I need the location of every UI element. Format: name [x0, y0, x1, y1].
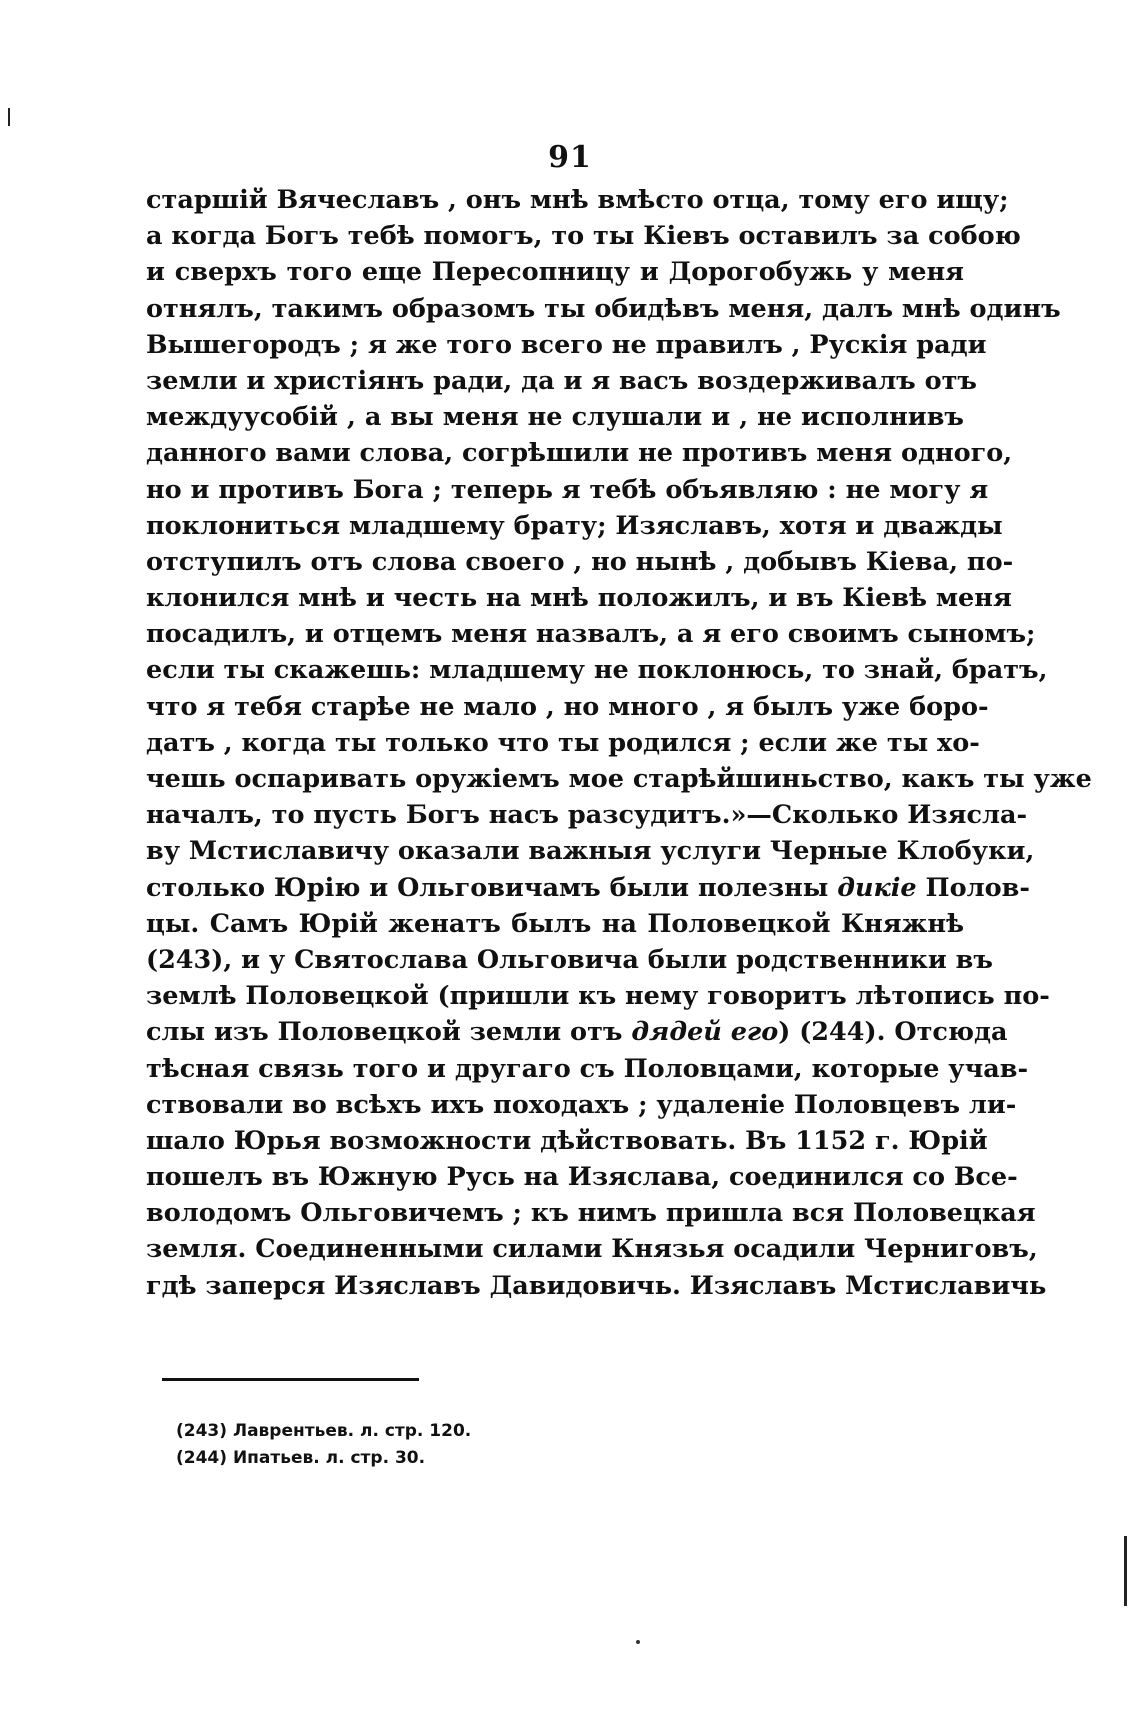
text-segment: данного вами слова, согрѣшили не противъ меня одного, — [146, 438, 1013, 469]
text-line — [146, 508, 1003, 544]
text-segment: началъ, то пусть Богъ насъ разсудитъ.»—Сколько Изясла- — [146, 800, 1028, 831]
text-segment: цы. Самъ Юрій женатъ былъ на Половецкой Княжнѣ — [146, 908, 964, 939]
text-line — [146, 725, 980, 761]
text-line — [146, 689, 989, 725]
text-line — [146, 1014, 1008, 1050]
text-segment: отнялъ, такимъ образомъ ты обидѣвъ меня, далъ мнѣ одинъ — [146, 293, 1061, 324]
ink-dot — [636, 1640, 640, 1644]
text-line — [146, 942, 993, 978]
text-line — [146, 652, 1048, 688]
text-segment: земли и христіянъ ради, да и я васъ воздерживалъ отъ — [146, 365, 977, 396]
text-segment: посадилъ, и отцемъ меня назвалъ, а я его своимъ сыномъ; — [146, 619, 1036, 650]
text-segment: (243), и у Святослава Ольговича были родственники въ — [146, 944, 993, 975]
text-segment: датъ , когда ты только что ты родился ; если же ты хо- — [146, 727, 980, 758]
text-line — [146, 254, 964, 290]
text-line — [146, 1087, 1017, 1123]
text-line — [146, 1123, 988, 1159]
text-line — [146, 1231, 1038, 1267]
margin-mark — [8, 108, 10, 126]
text-line — [146, 291, 1061, 327]
text-line — [146, 761, 1092, 797]
text-line — [146, 218, 1021, 254]
text-segment: отступилъ отъ слова своего , но нынѣ , добывъ Кіева, по- — [146, 546, 1014, 577]
footnote: (243) Лаврентьев. л. стр. 120. — [176, 1421, 472, 1441]
footnote: (244) Ипатьев. л. стр. 30. — [176, 1448, 426, 1468]
body-text — [146, 182, 1092, 1304]
footnotes — [176, 1418, 471, 1472]
text-segment: Вышегородъ ; я же того всего не правилъ , Рускія ради — [146, 329, 987, 360]
text-line — [146, 1051, 1029, 1087]
text-segment: клонился мнѣ и честь на мнѣ положилъ, и въ Кіевѣ меня — [146, 583, 1012, 614]
text-segment: ) (244). Отсюда — [778, 1017, 1008, 1048]
text-line — [146, 435, 1013, 471]
text-segment: что я тебя старѣе не мало , но много , я былъ уже боро- — [146, 691, 989, 722]
italic-text: дикіе — [837, 872, 917, 903]
text-segment: поклониться младшему брату; Изяславъ, хотя и дважды — [146, 510, 1003, 541]
text-segment: ву Мстиславичу оказали важныя услуги Черные Клобуки, — [146, 836, 1035, 867]
page-number: 91 — [548, 140, 592, 175]
text-segment: слы изъ Половецкой земли отъ — [146, 1017, 632, 1048]
text-line — [146, 327, 987, 363]
text-segment: и сверхъ того еще Пересопницу и Дорогобужь у меня — [146, 257, 964, 288]
text-line — [146, 797, 1028, 833]
text-line — [146, 1159, 1018, 1195]
text-line — [146, 544, 1014, 580]
text-line — [146, 399, 964, 435]
text-segment: междуусобій , а вы меня не слушали и , не исполнивъ — [146, 402, 964, 433]
text-segment: столько Юрію и Ольговичамъ были полезны — [146, 872, 838, 903]
text-line — [146, 616, 1036, 652]
text-segment: ствовали во всѣхъ ихъ походахъ ; удаленіе Половцевъ ли- — [146, 1089, 1017, 1120]
text-line — [146, 182, 1009, 218]
text-line — [146, 1268, 1047, 1304]
text-segment: землѣ Половецкой (пришли къ нему говоритъ лѣтопись по- — [146, 981, 1050, 1012]
text-line — [146, 906, 964, 942]
text-segment: володомъ Ольговичемъ ; къ нимъ пришла вся Половецкая — [146, 1198, 1036, 1229]
text-segment: гдѣ заперся Изяславъ Давидовичь. Изяславъ Мстиславичь — [146, 1270, 1047, 1301]
italic-text: дядей его — [631, 1017, 779, 1048]
text-segment: земля. Соединенными силами Князья осадили Черниговъ, — [146, 1234, 1038, 1265]
text-line — [146, 363, 977, 399]
text-segment: а когда Богъ тебѣ помогъ, то ты Кіевъ оставилъ за собою — [146, 221, 1021, 252]
text-segment: чешь оспаривать оружіемъ мое старѣйшиньство, какъ ты уже — [146, 764, 1092, 794]
text-line — [146, 1195, 1036, 1231]
text-segment: шало Юрья возможности дѣйствовать. Въ 1152 г. Юрій — [146, 1125, 988, 1156]
text-segment: старшій Вячеславъ , онъ мнѣ вмѣсто отца, тому его ищу; — [146, 185, 1009, 215]
edge-mark — [1124, 1536, 1127, 1606]
text-segment: пошелъ въ Южную Русь на Изяслава, соединился со Все- — [146, 1162, 1018, 1193]
text-line — [146, 580, 1012, 616]
text-segment: если ты скажешь: младшему не поклонюсь, то знай, братъ, — [146, 655, 1048, 686]
footnote-divider — [162, 1378, 419, 1381]
text-segment: но и противъ Бога ; теперь я тебѣ объявляю : не могу я — [146, 474, 989, 505]
text-line — [146, 833, 1035, 869]
text-segment: тѣсная связь того и другаго съ Половцами, которые учав- — [146, 1053, 1029, 1084]
text-line — [146, 978, 1050, 1014]
text-line — [146, 870, 1030, 906]
text-line — [146, 472, 989, 508]
text-segment: Полов- — [916, 872, 1030, 903]
